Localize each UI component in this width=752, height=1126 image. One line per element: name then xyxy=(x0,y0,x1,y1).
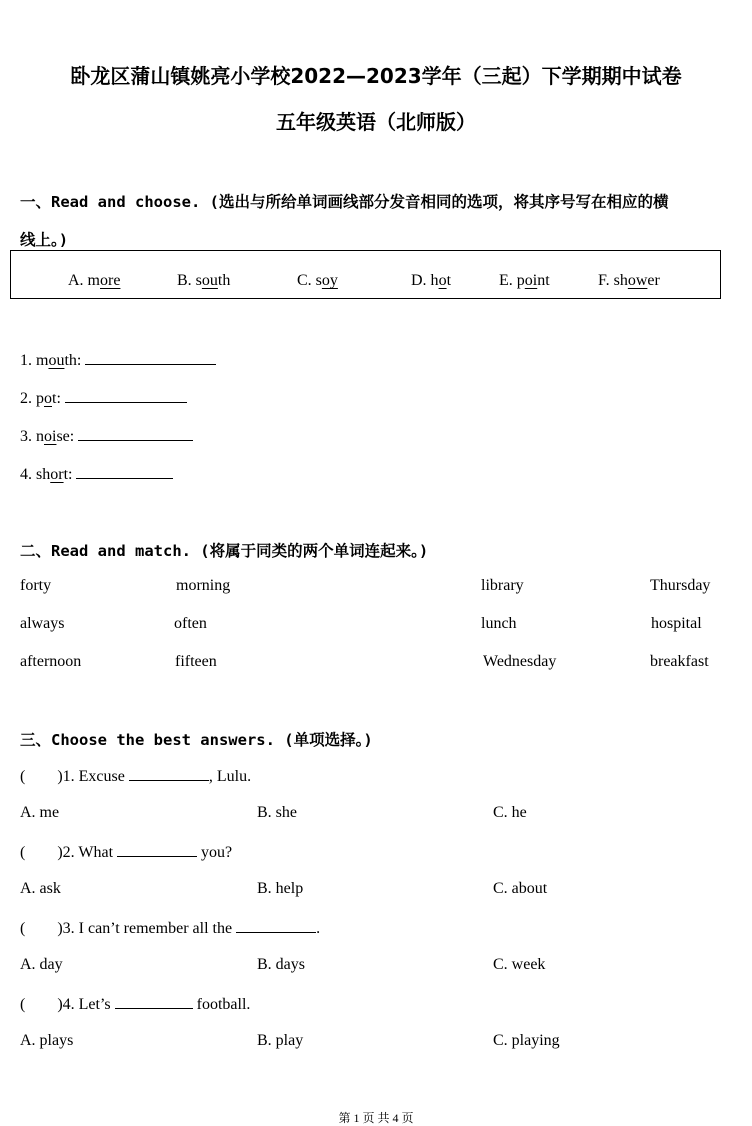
page-subtitle: 五年级英语（北师版） xyxy=(276,110,476,134)
match-word: morning xyxy=(176,577,231,594)
answer-blank xyxy=(115,994,193,1009)
match-word: fifteen xyxy=(175,653,217,670)
match-word: Thursday xyxy=(650,577,711,594)
answer-option: B. she xyxy=(257,804,297,821)
option-a: A. more xyxy=(68,272,121,289)
s3-question-1: ( )1. Excuse , Lulu. xyxy=(20,768,252,785)
match-word: always xyxy=(20,615,65,632)
page-footer: 第 1 页 共 4 页 xyxy=(338,1111,414,1125)
match-word: library xyxy=(481,577,524,594)
answer-blank[interactable] xyxy=(78,426,193,441)
answer-option: B. play xyxy=(257,1032,304,1049)
s3-question-2: ( )2. What you? xyxy=(20,844,233,861)
section1-heading: 一、Read and choose. (选出与所给单词画线部分发音相同的选项，将其序号写在相应的横 xyxy=(20,193,669,211)
match-word: breakfast xyxy=(650,653,709,670)
page-title: 卧龙区蒲山镇姚亮小学校2022—2023学年（三起）下学期期中试卷 xyxy=(70,64,682,88)
answer-option: A. ask xyxy=(20,880,61,897)
answer-option: C. week xyxy=(493,956,546,973)
section1-heading-cont: 线上。) xyxy=(20,231,69,249)
option-b: B. south xyxy=(177,272,231,289)
match-word: afternoon xyxy=(20,653,82,670)
option-f: F. shower xyxy=(598,272,660,289)
s1-question-1: 1. mouth: xyxy=(20,350,216,370)
s1-question-4: 4. short: xyxy=(20,464,173,484)
answer-option: B. help xyxy=(257,880,304,897)
s1-question-2: 2. pot: xyxy=(20,388,187,408)
section3-heading: 三、Choose the best answers. (单项选择。) xyxy=(20,731,373,749)
match-word: Wednesday xyxy=(483,653,557,670)
match-word: forty xyxy=(20,577,52,594)
answer-option: A. plays xyxy=(20,1032,74,1049)
option-d: D. hot xyxy=(411,272,452,289)
match-word: lunch xyxy=(481,615,517,632)
answer-blank xyxy=(129,766,209,781)
match-word: hospital xyxy=(651,615,702,632)
answer-option: C. playing xyxy=(493,1032,560,1049)
s3-question-3: ( )3. I can’t remember all the . xyxy=(20,920,321,937)
s1-question-3: 3. noise: xyxy=(20,426,193,446)
answer-option: C. he xyxy=(493,804,527,821)
answer-blank xyxy=(117,842,197,857)
section2-heading: 二、Read and match. (将属于同类的两个单词连起来。) xyxy=(20,542,429,560)
answer-option: B. days xyxy=(257,956,305,973)
answer-blank xyxy=(236,918,316,933)
answer-option: A. day xyxy=(20,956,63,973)
answer-blank[interactable] xyxy=(65,388,187,403)
match-word: often xyxy=(174,615,207,632)
option-e: E. point xyxy=(499,272,550,289)
answer-blank[interactable] xyxy=(85,350,216,365)
option-c: C. soy xyxy=(297,272,338,289)
answer-option: A. me xyxy=(20,804,60,821)
answer-blank[interactable] xyxy=(76,464,173,479)
answer-option: C. about xyxy=(493,880,548,897)
s3-question-4: ( )4. Let’s football. xyxy=(20,996,251,1013)
